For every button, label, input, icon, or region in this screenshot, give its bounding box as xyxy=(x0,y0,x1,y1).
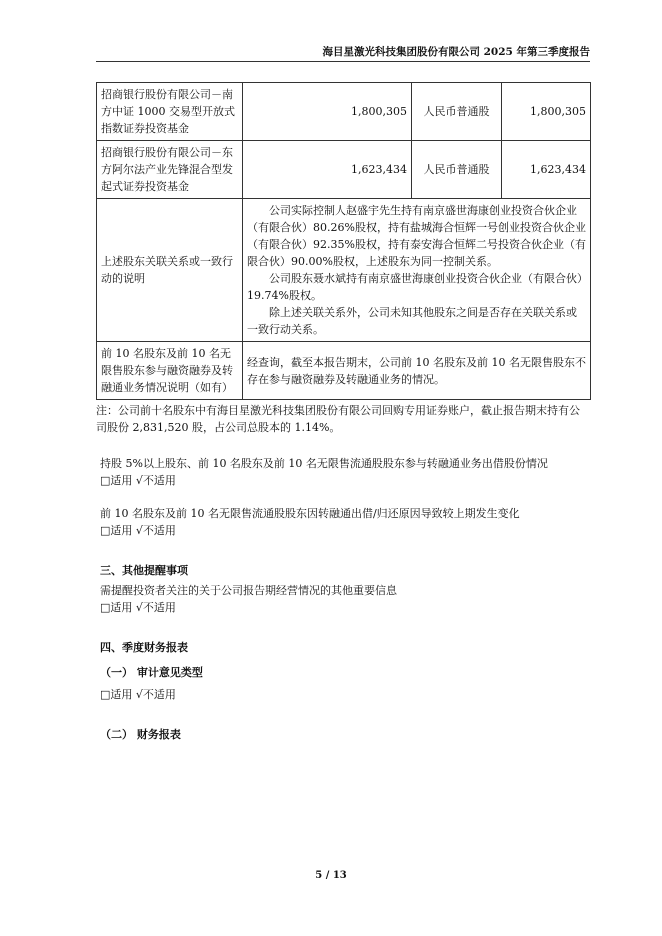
shareholders-table xyxy=(96,82,591,400)
holder-name: 招商银行股份有限公司－南方中证 1000 交易型开放式指数证券投资基金 xyxy=(97,83,243,141)
holder-name: 招商银行股份有限公司－东方阿尔法产业先锋混合型发起式证券投资基金 xyxy=(97,141,243,199)
section3-text: 需提醒投资者关注的关于公司报告期经营情况的其他重要信息 xyxy=(100,584,397,597)
margin-label: 前 10 名股东及前 10 名无限售股东参与融资融券及转融通业务情况说明（如有） xyxy=(97,342,243,400)
relation-paragraph: 公司实际控制人赵盛宇先生持有南京盛世海康创业投资合伙企业（有限合伙）80.26%股权，持有盐城海合恒辉一号创业投资合伙企业（有限合伙）92.35%股权，持有泰安海合恒辉二号投资合伙企业（有限合伙）90.00%股权，上述股东为同一控制关系。 xyxy=(247,204,586,268)
share-type: 人民币普通股 xyxy=(412,141,502,199)
lending-title: 持股 5%以上股东、前 10 名股东及前 10 名无限售流通股股东参与转融通业务出借股份情况 xyxy=(100,457,548,470)
table-row xyxy=(97,141,591,199)
relation-label: 上述股东关联关系或一致行动的说明 xyxy=(97,199,243,342)
holder-shares: 1,800,305 xyxy=(243,83,412,141)
sub1-option: □适用 √不适用 xyxy=(100,688,176,701)
table-note: 注：公司前十名股东中有海目星激光科技集团股份有限公司回购专用证券账户，截止报告期末持有公司股份 2,831,520 股，占公司总股本的 1.14%。 xyxy=(96,404,580,434)
relation-description xyxy=(243,199,591,342)
sub1-heading: （一） 审计意见类型 xyxy=(100,666,203,679)
table-row-relation xyxy=(97,199,591,342)
holder-shares: 1,623,434 xyxy=(243,141,412,199)
table-row xyxy=(97,83,591,141)
relation-paragraph: 除上述关联关系外，公司未知其他股东之间是否存在关联关系或一致行动关系。 xyxy=(247,306,577,336)
lending-option: □适用 √不适用 xyxy=(100,474,176,487)
page-number: 5 / 13 xyxy=(315,870,347,881)
sub2-heading: （二） 财务报表 xyxy=(100,728,181,741)
margin-description: 经查询，截至本报告期末，公司前 10 名股东及前 10 名无限售股东不存在参与融资融券及转融通业务的情况。 xyxy=(243,342,591,400)
section4-heading: 四、季度财务报表 xyxy=(100,641,188,654)
share-type: 人民币普通股 xyxy=(412,83,502,141)
header-divider xyxy=(96,61,590,62)
table-row-margin xyxy=(97,342,591,400)
change-title: 前 10 名股东及前 10 名无限售流通股股东因转融通出借/归还原因导致较上期发生变化 xyxy=(100,507,520,520)
relation-paragraph: 公司股东聂水斌持有南京盛世海康创业投资合伙企业（有限合伙）19.74%股权。 xyxy=(247,272,583,302)
change-option: □适用 √不适用 xyxy=(100,524,176,537)
report-header: 海目星激光科技集团股份有限公司 2025 年第三季度报告 xyxy=(322,46,590,58)
share-count: 1,623,434 xyxy=(502,141,591,199)
section3-heading: 三、其他提醒事项 xyxy=(100,564,188,577)
section3-option: □适用 √不适用 xyxy=(100,601,176,614)
share-count: 1,800,305 xyxy=(502,83,591,141)
